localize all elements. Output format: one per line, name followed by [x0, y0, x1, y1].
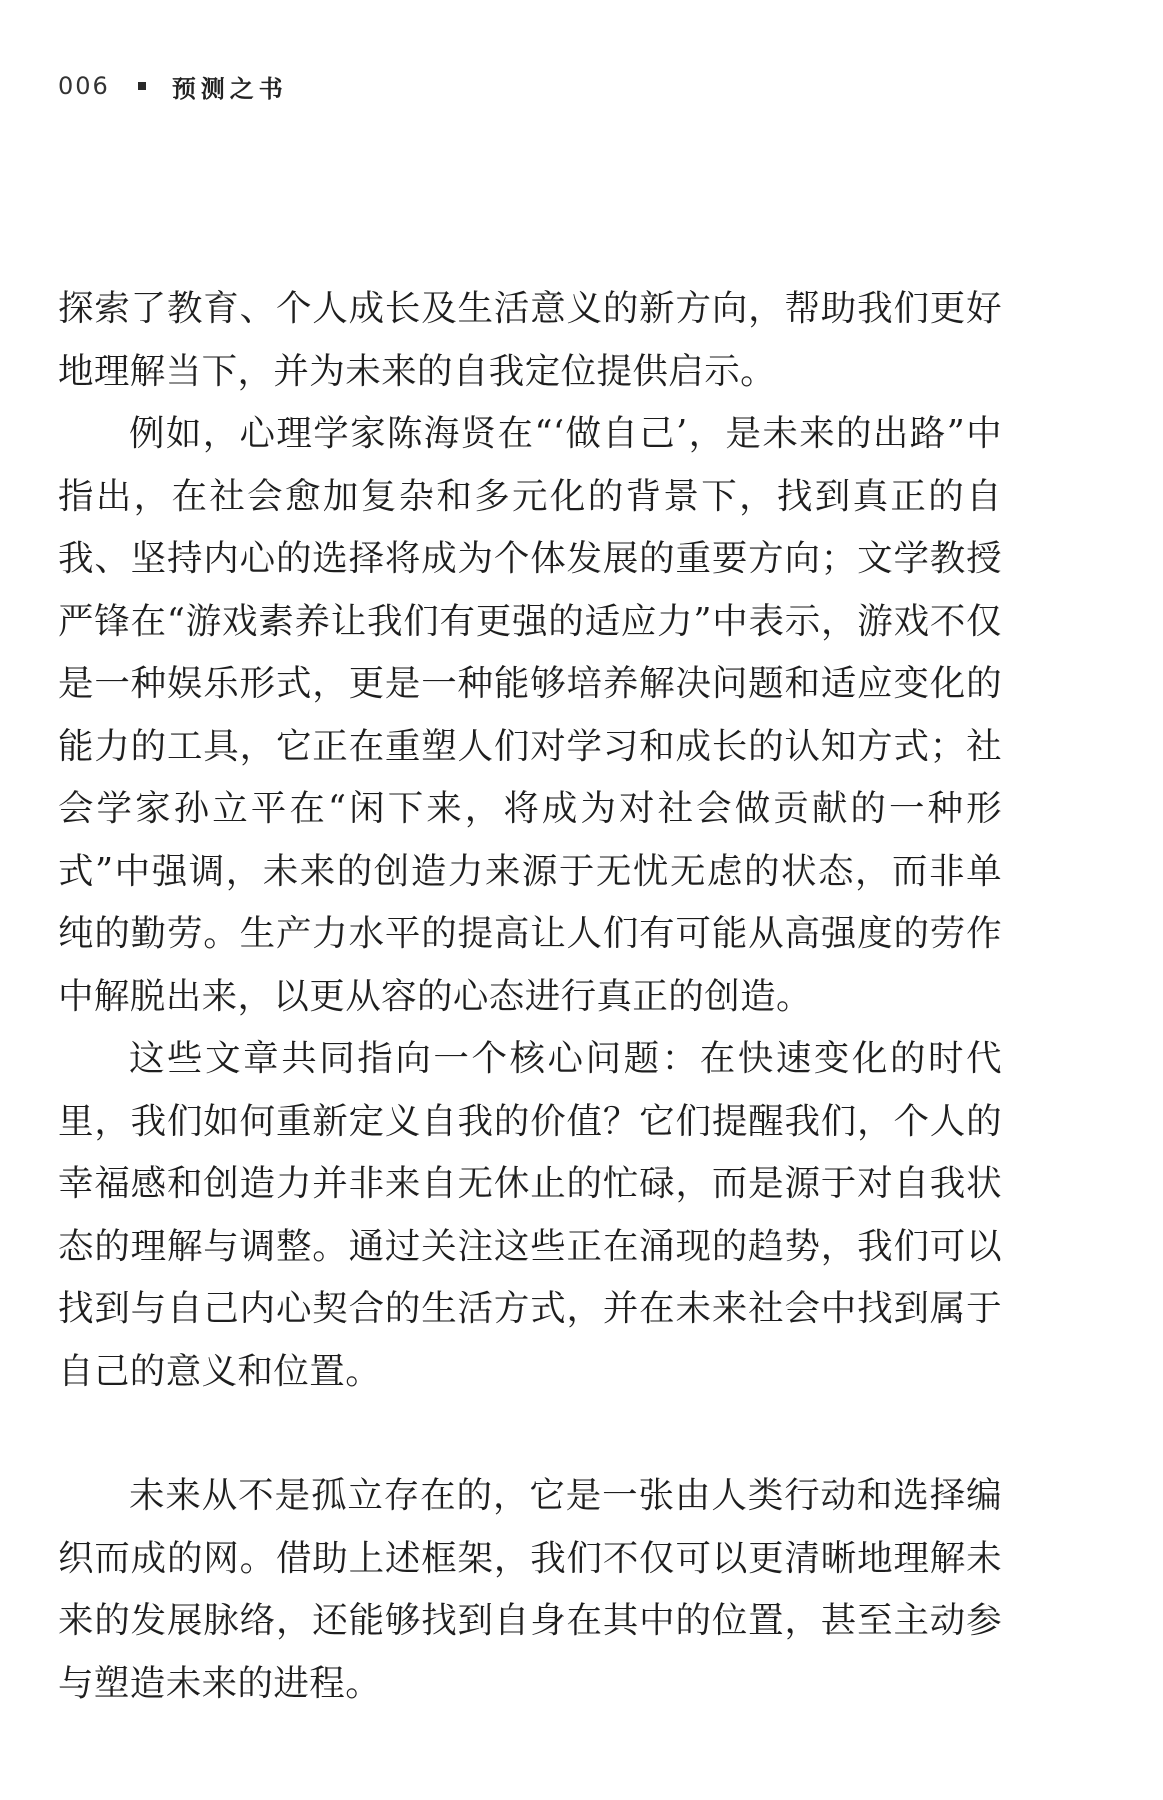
paragraph-continued: 探索了教育、个人成长及生活意义的新方向，帮助我们更好地理解当下，并为未来的自我定位提供启示。 — [58, 288, 1002, 392]
body-text — [58, 278, 1002, 1715]
paragraph-core-question: 这些文章共同指向一个核心问题：在快速变化的时代里，我们如何重新定义自我的价值？它们提醒我们，个人的幸福感和创造力并非来自无休止的忙碌，而是源于对自我状态的理解与调整。通过关注这些正在涌现的趋势，我们可以找到与自己内心契合的生活方式，并在未来社会中找到属于自己的意义和位置。 — [58, 1038, 1002, 1392]
paragraph-examples: 例如，心理学家陈海贤在“‘做自己’，是未来的出路”中指出，在社会愈加复杂和多元化的背景下，找到真正的自我、坚持内心的选择将成为个体发展的重要方向；文学教授严锋在“游戏素养让我们有更强的适应力”中表示，游戏不仅是一种娱乐形式，更是一种能够培养解决问题和适应变化的能力的工具，它正在重塑人们对学习和成长的认知方式；社会学家孙立平在“闲下来，将成为对社会做贡献的一种形式”中强调，未来的创造力来源于无忧无虑的状态，而非单纯的勤劳。生产力水平的提高让人们有可能从高强度的劳作中解脱出来，以更从容的心态进行真正的创造。 — [58, 413, 1002, 1017]
header-separator-square — [138, 82, 146, 90]
paragraph-conclusion: 未来从不是孤立存在的，它是一张由人类行动和选择编织而成的网。借助上述框架，我们不仅可以更清晰地理解未来的发展脉络，还能够找到自身在其中的位置，甚至主动参与塑造未来的进程。 — [58, 1475, 1002, 1704]
page-number: 006 — [58, 72, 110, 100]
running-header — [58, 68, 288, 104]
section-break — [58, 1403, 1002, 1465]
book-title: 预测之书 — [171, 74, 288, 103]
